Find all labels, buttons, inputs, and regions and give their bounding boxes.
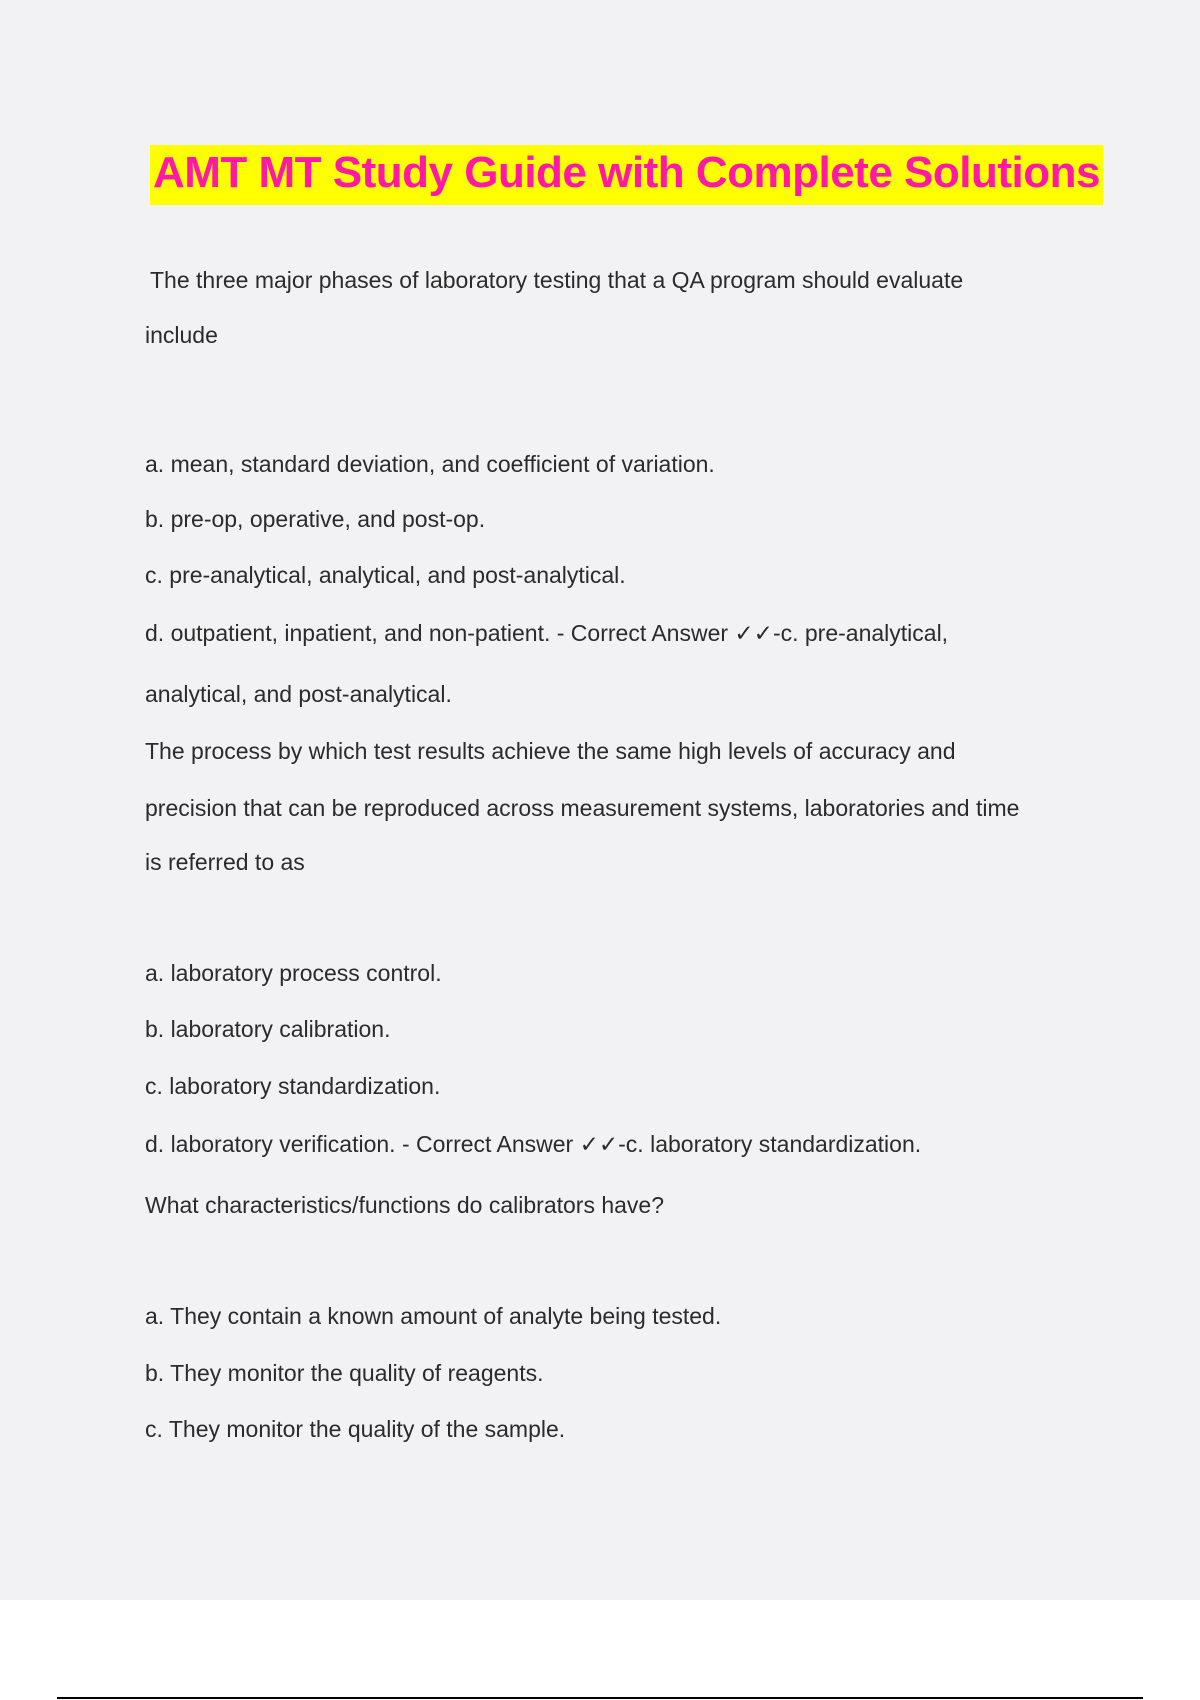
question-3-option-b: b. They monitor the quality of reagents. [145, 1360, 544, 1386]
question-3-option-c: c. They monitor the quality of the sample. [145, 1416, 566, 1442]
question-1-option-a: a. mean, standard deviation, and coefficient of variation. [145, 451, 715, 477]
question-2-option-c: c. laboratory standardization. [145, 1073, 441, 1099]
question-2-option-b: b. laboratory calibration. [145, 1016, 391, 1042]
question-2-text-line-2: precision that can be reproduced across measurement systems, laboratories and time [145, 795, 1020, 821]
question-1-option-d-answer: d. outpatient, inpatient, and non-patient. - Correct Answer ✓✓-c. pre-analytical, [145, 620, 949, 646]
question-2-option-a: a. laboratory process control. [145, 960, 442, 986]
question-1-text-line-2: include [145, 322, 218, 348]
question-1-option-b: b. pre-op, operative, and post-op. [145, 506, 486, 532]
question-3-option-a: a. They contain a known amount of analyte being tested. [145, 1303, 722, 1329]
question-2-text-line-1: The process by which test results achieve the same high levels of accuracy and [145, 738, 956, 764]
question-1-answer-continued: analytical, and post-analytical. [145, 681, 452, 707]
question-1-option-c: c. pre-analytical, analytical, and post-analytical. [145, 562, 626, 588]
footer-divider [57, 1697, 1143, 1699]
question-3-text: What characteristics/functions do calibrators have? [145, 1192, 665, 1218]
question-2-option-d-answer: d. laboratory verification. - Correct Answer ✓✓-c. laboratory standardization. [145, 1131, 922, 1157]
question-1-text-line-1: The three major phases of laboratory testing that a QA program should evaluate [150, 267, 964, 293]
question-2-text-line-3: is referred to as [145, 849, 305, 875]
document-title: AMT MT Study Guide with Complete Solutions [150, 145, 1103, 205]
